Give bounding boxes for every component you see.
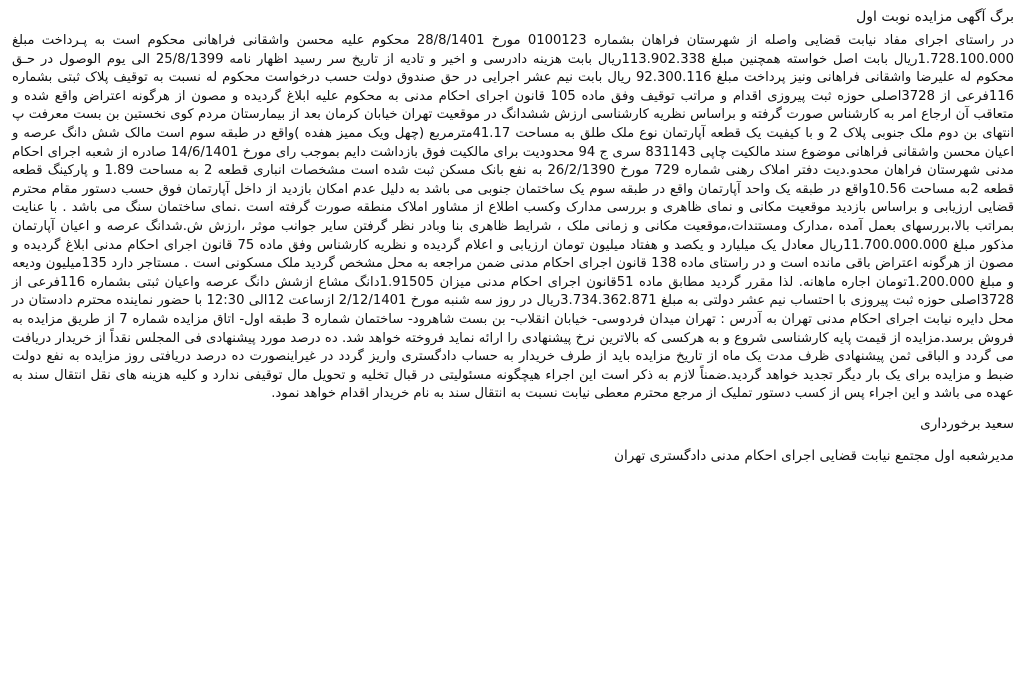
signer-office: مدیرشعبه اول مجتمع نیابت قضایی اجرای احکام مدنی دادگستری تهران <box>613 447 1014 464</box>
auction-notice <box>12 6 1014 466</box>
notice-title: برگ آگهی مزایده نوبت اول <box>856 9 1014 25</box>
signer-name: سعید برخورداری <box>920 415 1014 432</box>
notice-body: در راستای اجرای مفاد نیابت قضایی واصله از شهرستان فراهان بشماره 0100123 مورخ 28/8/1401 محکوم علیه محسن واشقانی فراهانی محکوم است به پـرداخت مبلغ 1.728.100.000ریال بابت اصل خواسته همچنین مبلغ 113.902.338ریال بابت هزینه دادرسی و اخیر و تادیه از تاریخ سر رسید اظهار نامه 25/8/1399 الی یوم الوصول در حـق محکوم له علیرضا واشقانی فراهانی ونیز پرداخت مبلغ 92.300.116 ریال بابت نیم عشر اجرایی در حق صندوق دولت حسب درخواست محکوم له نسبت به توقیف پلاک ثبتی بشماره 116فرعی از 3728اصلی حوزه ثبت پیروزی اقدام و مراتب توقیف وفق ماده 105 قانون اجرای احکام مدنی به محکوم علیه ابلاغ گردیده و مصون از هرگونه اعتراض واقع شده و متعاقب آن ارجاع امر به کارشناس صورت گرفته و براساس نظریه کارشناسی ارزش ششدانگ در موقعیت تهران خیابان کرمان بعد از بیمارستان مردم کوی نخستین بن بست معرفت پ انتهای بن دوم ملک جنوبی پلاک 2 و با کیفیت یک قطعه آپارتمان نوع ملک طلق به مساحت 41.17مترمربع (چهل ویک ممیز هفده )واقع در طبقه سوم است مالک شش دانگ عرصه و اعیان محسن واشقانی فراهانی موضوع سند مالکیت چاپی 831143 سری ج 94 محدودیت برای مالکیت فوق بازداشت دایم بموجب رای مورخ 14/6/1401 صادره از شعبه اجرای احکام مدنی شهرستان فراهان محدو.دیت دفتر املاک رهنی شماره 729 مورخ 26/2/1390 به نفع بانک مسکن ثبت شده است مشخصات انباری قطعه 2 به مساحت 1.89 و پارکینگ قطعه قطعه 2به مساحت 10.56واقع در طبقه یک واحد آپارتمان واقع در طبقه سوم یک ساختمان جنوبی می باشد به دلیل عدم امکان بازدید از داخل آپارتمان فوق حسب دستور مقام محترم قضایی ارزیابی و براساس بازدید موقعیت مکانی و نمای ظاهری و بررسی مدارک وکسب اطلاع از مشاور املاک منطقه صورت گرفته است .نمای ساختمان سنگ می باشد . با عنایت بمراتب بالا،بررسهای بعمل آمده ،مدارک ومستندات،موقعیت مکانی و زمانی ملک ، شرایط ظاهری بنا وبادر نظر گرفتن سایر جوانب موثر ،ارزش ش.شدانگ عرصه و اعیان آپارتمان مذکور مبلغ 11.700.000.000ریال معادل یک میلیارد و یکصد و هفتاد میلیون تومان ارزیابی و اعلام گردیده و نظریه کارشناس وفق ماده 75 قانون اجرای احکام مدنی ابلاغ گردیده و مصون از هرگونه اعتراض باقی مانده است و در راستای ماده 138 قانون اجرای احکام مدنی ضمن مراجعه به محل مشخص گردید ملک مسکونی است . مستاجر دارد 135میلیون ودیعه و مبلغ 1.200.000تومان اجاره ماهانه. لذا مقرر گردید مطابق ماده 51قانون اجرای احکام مدنی میزان 1.91505دانگ مشاع ازشش دانگ عرصه واعیان ثبتی بشماره 116فرعی از 3728اصلی حوزه ثبت پیروزی با احتساب نیم عشر دولتی به مبلغ 3.734.362.871ریال در روز سه شنبه مورخ 2/12/1401 ازساعت 12الی 12:30 با حضور نماینده محترم دادستان در محل دایره نیابت اجرای احکام مدنی تهران به آدرس : تهران میدان فردوسی- خیابان انقلاب- بن بست شاهرود- ساختمان شماره 3 طبقه اول- اتاق مزایده شماره 7 از طریق مزایده به فروش برسد.مزایده از قیمت پایه کارشناسی شروع و به هرکسی که بالاترین نرخ پیشنهادی را ارائه نماید فروخته خواهد شد. ده درصد مورد پیشنهادی فی المجلس نقداً از خریدار دریافت می گردد و الباقی ثمن پیشنهادی ظرف مدت یک ماه از تاریخ مزایده باید از طرف خریدار به حساب دادگستری واریز گردد در غیراینصورت ده درصد دریافتی روز مزایده به نفع دولت ضبط و مزایده برای یک بار دیگر تجدید خواهد گردید.ضمناً لازم به ذکر است این اجراء هیچگونه مسئولیتی در قبال تخلیه و تحویل مال توقیفی ندارد و کلیه هزینه های نقل انتقال سند به عهده می باشد و این اجراء پس از کسب دستور تملیک از مرجع محترم معطی نیابت نسبت به انتقال سند به نام خریدار اقدام خواهد نمود. <box>12 33 1015 402</box>
